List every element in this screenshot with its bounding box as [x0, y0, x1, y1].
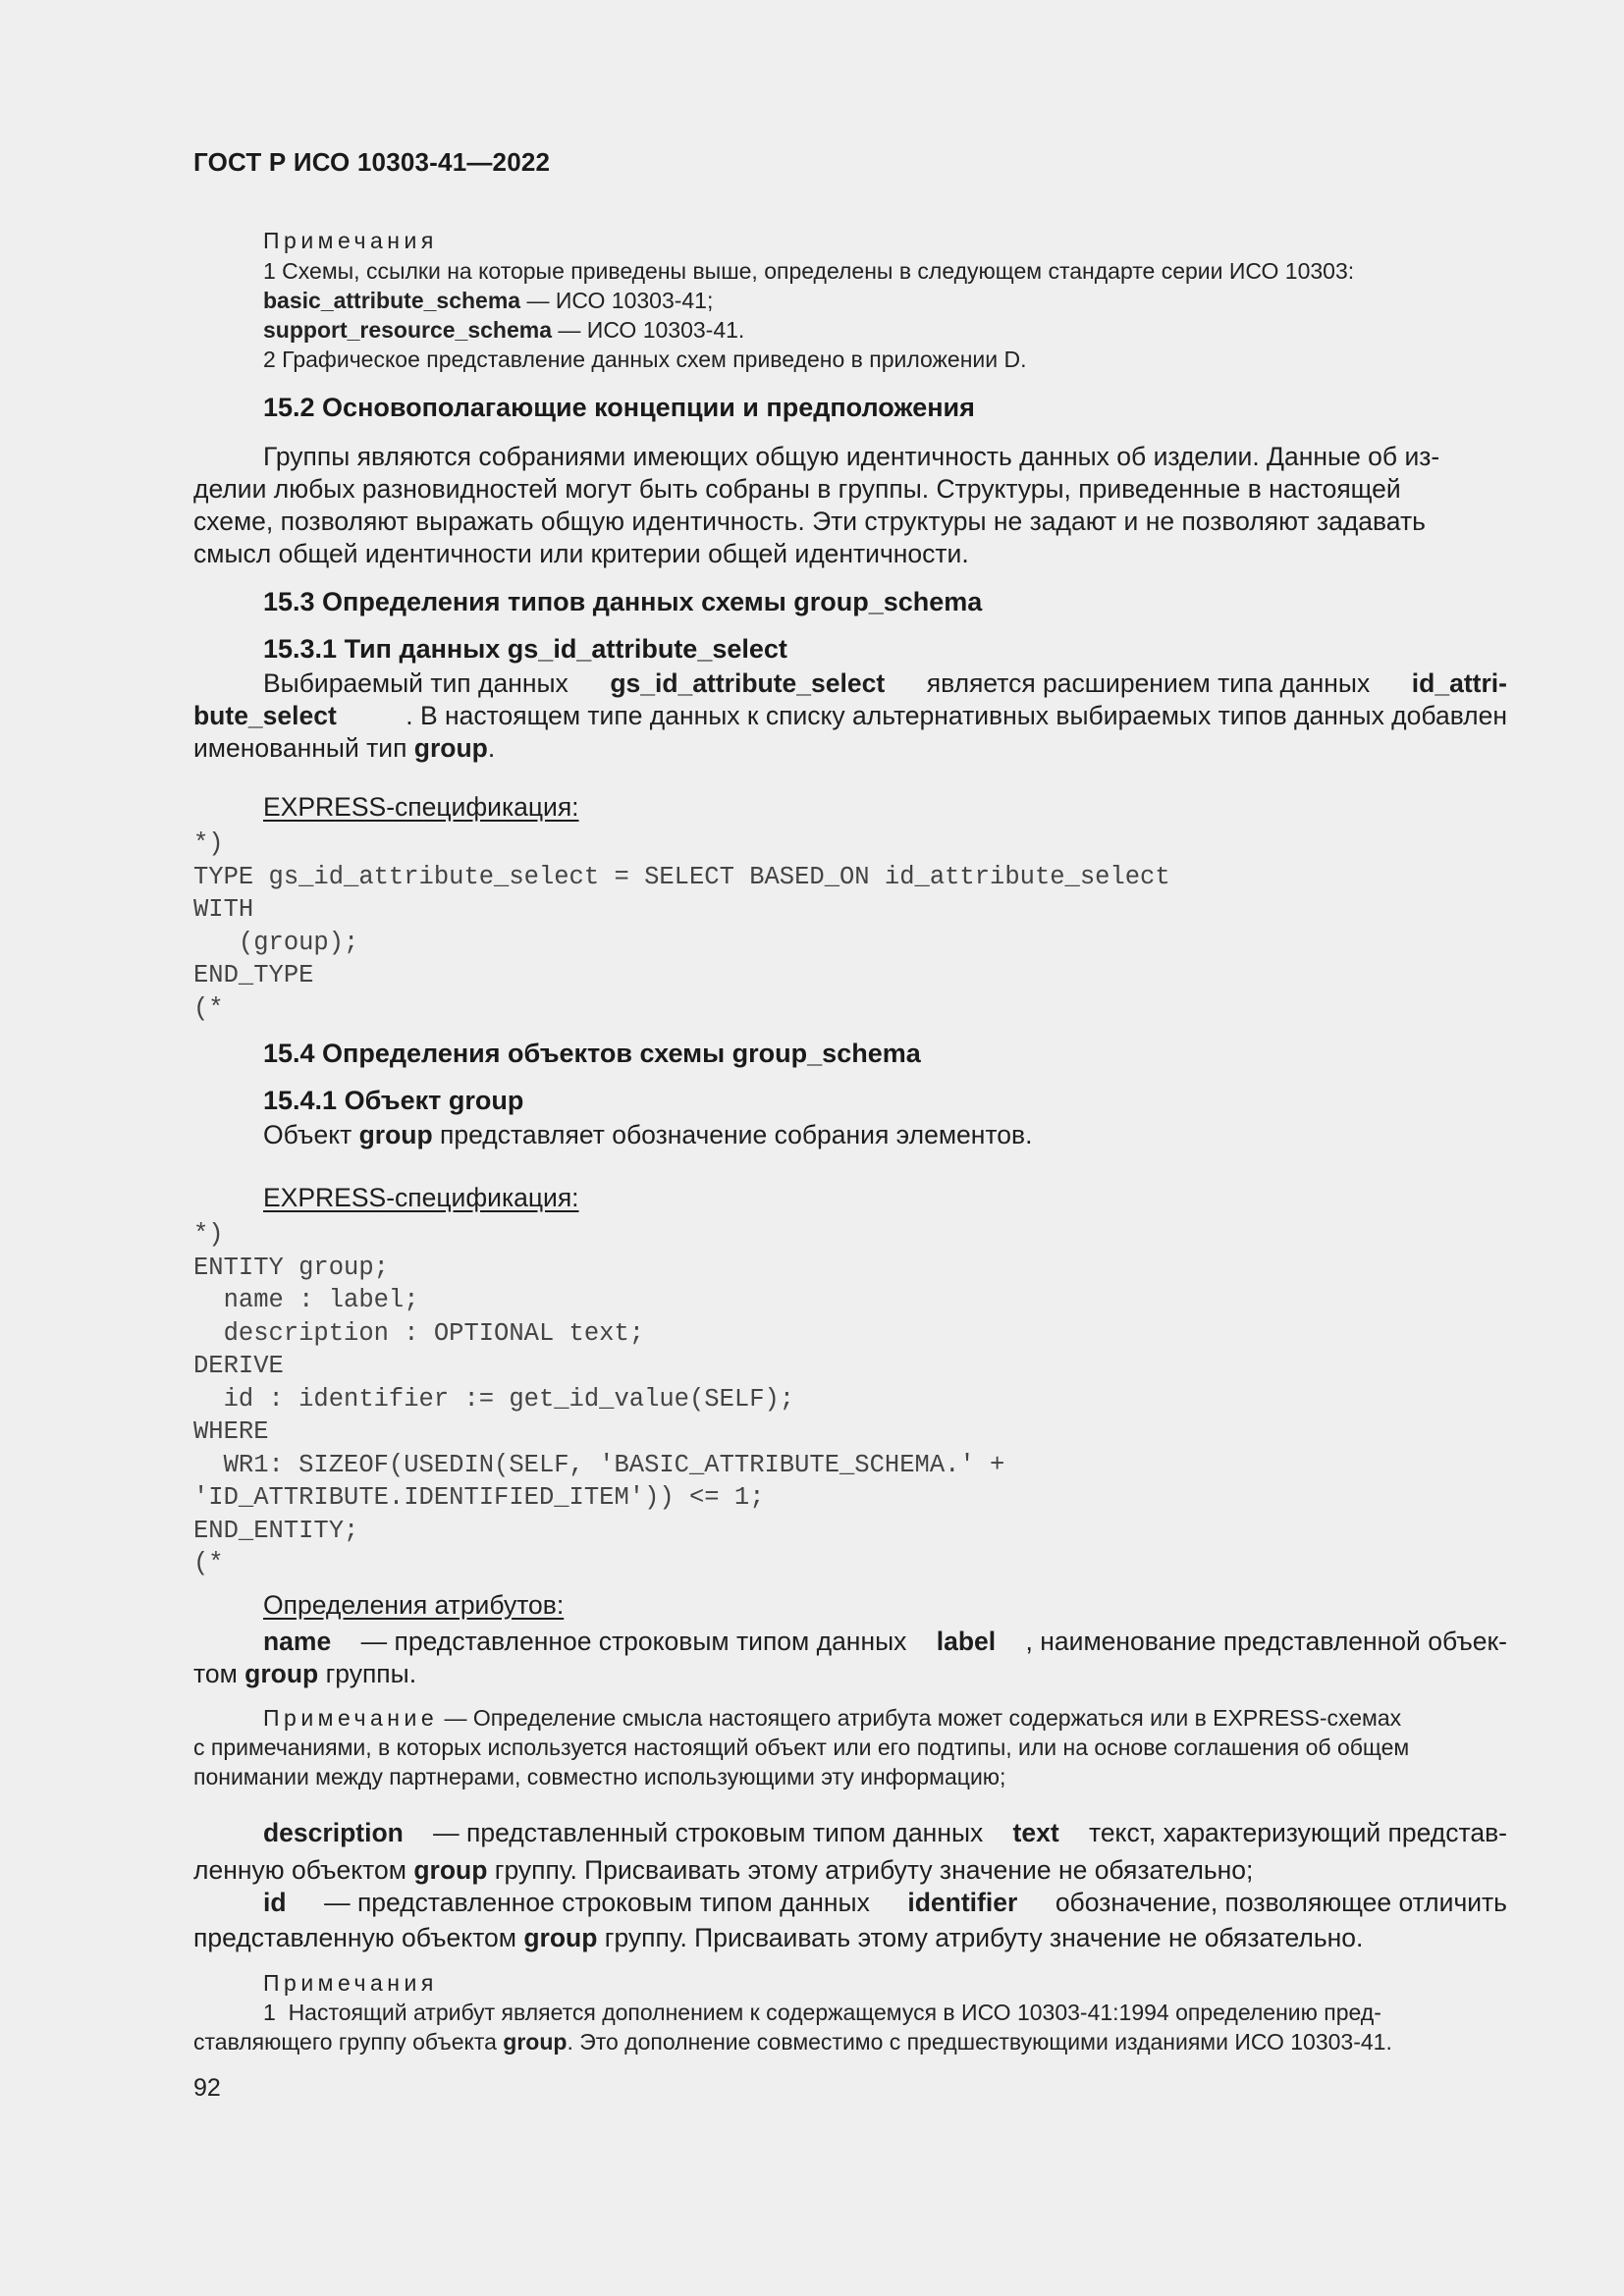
line-text: группу. Присваивать этому атрибуту значение не обязательно;	[487, 1855, 1254, 1885]
paragraph-line	[193, 667, 1507, 700]
line-text: обозначение, позволяющее отличить	[1055, 1888, 1507, 1917]
type-name: text	[1012, 1818, 1059, 1847]
note-line	[193, 1762, 1507, 1791]
note-line-text	[263, 1703, 1401, 1733]
type-name: identifier	[907, 1888, 1018, 1917]
type-name: label	[936, 1627, 997, 1656]
type-name: id_attri-	[1411, 668, 1507, 698]
paragraph-line	[193, 1885, 1507, 1920]
note-ref-2	[263, 315, 1354, 345]
entity-name: group	[413, 1855, 488, 1885]
paragraph-line	[193, 506, 1507, 538]
line-text: Объект	[263, 1120, 359, 1149]
notes-block	[263, 256, 1354, 374]
line-text: именованный тип	[193, 733, 414, 763]
note-line	[193, 1703, 1507, 1733]
line-text: представленную объектом	[193, 1923, 524, 1952]
paragraph-line	[193, 1626, 1507, 1658]
note-text: с примечаниями, в которых используется настоящий объект или его подтипы, или на основе соглашения об общем	[193, 1735, 1410, 1760]
attr-name-definition	[193, 1626, 1507, 1690]
line-text: — представленный строковым типом данных	[433, 1818, 984, 1847]
paragraph-line	[193, 473, 1507, 506]
paragraph-line	[193, 538, 1507, 570]
line-text: .	[487, 733, 496, 763]
page-number: 92	[193, 2074, 221, 2102]
note-ref-1	[263, 286, 1354, 315]
express-spec-label: EXPRESS-спецификация:	[263, 1183, 579, 1212]
notes-heading: Примечания	[263, 1970, 438, 1996]
line-text: делии любых разновидностей могут быть собраны в группы. Структуры, приведенные в настоящей	[193, 474, 1401, 504]
section-15-3-1-heading: 15.3.1 Тип данных gs_id_attribute_select	[263, 634, 787, 664]
type-name: gs_id_attribute_select	[610, 668, 886, 698]
line-text: Выбираемый тип данных	[263, 668, 568, 698]
line-text: текст, характеризующий представ-	[1088, 1818, 1507, 1847]
line-text: . В настоящем типе данных к списку альтернативных выбираемых типов данных добавлен	[406, 701, 1507, 730]
line-text: смысл общей идентичности или критерии общей идентичности.	[193, 539, 969, 568]
section-15-3-1-paragraph	[193, 667, 1507, 765]
note-heading: Примечание	[263, 1705, 439, 1731]
entity-name: group	[503, 2029, 568, 2055]
line-text: является расширением типа данных	[926, 668, 1371, 698]
note-ref-tail: — ИСО 10303-41;	[520, 288, 714, 313]
paragraph-line	[193, 1851, 1507, 1889]
document-header: ГОСТ Р ИСО 10303-41—2022	[193, 147, 551, 177]
line-text: том	[193, 1659, 245, 1688]
line-text: группу. Присваивать этому атрибуту значение не обязательно.	[597, 1923, 1364, 1952]
line-text: — представленное строковым типом данных	[324, 1888, 870, 1917]
line-text: схеме, позволяют выражать общую идентичность. Эти структуры не задают и не позволяют задавать	[193, 507, 1426, 536]
note-text: . Это дополнение совместимо с предшествующими изданиями ИСО 10303-41.	[567, 2029, 1392, 2055]
note-ref-tail: — ИСО 10303-41.	[552, 317, 745, 343]
paragraph-line	[193, 1920, 1507, 1955]
section-15-4-1-heading: 15.4.1 Объект group	[263, 1086, 524, 1115]
type-name: bute_select	[193, 701, 337, 730]
note-text: 1 Настоящий атрибут является дополнением к содержащемуся в ИСО 10303-41:1994 определению пред-	[263, 2000, 1381, 2025]
paragraph-line	[193, 732, 1507, 765]
line-text: , наименование представленной объек-	[1025, 1627, 1507, 1656]
entity-name: group	[244, 1659, 319, 1688]
note-line	[193, 1998, 1507, 2027]
entity-name: group	[523, 1923, 598, 1952]
note-text: понимании между партнерами, совместно использующими эту информацию;	[193, 1764, 1006, 1789]
note-item-2: 2 Графическое представление данных схем приведено в приложении D.	[263, 347, 1027, 372]
schema-name: basic_attribute_schema	[263, 288, 521, 313]
section-15-4-1-paragraph	[263, 1119, 1032, 1151]
section-15-2-heading: 15.2 Основополагающие концепции и предположения	[263, 393, 975, 422]
paragraph-line	[193, 700, 1507, 732]
attribute-definitions-label: Определения атрибутов:	[263, 1590, 565, 1620]
schema-name: support_resource_schema	[263, 317, 553, 343]
note-text: ставляющего группу объекта	[193, 2029, 504, 2055]
line-text: Группы являются собраниями имеющих общую идентичность данных об изделии. Данные об из-	[263, 442, 1440, 471]
note-line	[193, 2027, 1507, 2056]
paragraph-line	[193, 1658, 1507, 1690]
line-text: группы.	[318, 1659, 417, 1688]
note-line	[193, 1733, 1507, 1762]
type-name: group	[413, 733, 488, 763]
express-code-type: *) TYPE gs_id_attribute_select = SELECT BASED_ON id_attribute_select WITH (group); END_TYPE (*	[193, 829, 1170, 1023]
paragraph-line	[193, 1814, 1507, 1851]
note-item-1: 1 Схемы, ссылки на которые приведены выше, определены в следующем стандарте серии ИСО 10303:	[263, 258, 1355, 284]
attribute-name: description	[263, 1818, 404, 1847]
section-15-3-heading: 15.3 Определения типов данных схемы group_schema	[263, 587, 983, 616]
notes-heading: Примечания	[263, 228, 438, 253]
attribute-name: name	[263, 1627, 332, 1656]
entity-name: group	[358, 1120, 433, 1149]
note-text: — Определение смысла настоящего атрибута может содержаться или в EXPRESS-схемах	[438, 1705, 1402, 1731]
line-text: ленную объектом	[193, 1855, 414, 1885]
attr-id-definition	[193, 1885, 1507, 1955]
attr-name-note	[193, 1703, 1507, 1791]
section-15-4-heading: 15.4 Определения объектов схемы group_schema	[263, 1039, 921, 1068]
attr-description-definition	[193, 1814, 1507, 1889]
express-code-entity: *) ENTITY group; name : label; description : OPTIONAL text; DERIVE id : identifier := get_id_value(SELF); WHERE WR1: SIZEOF(USEDIN(SELF, 'BASIC_ATTRIBUTE_SCHEMA.' + 'ID_ATTRIBUTE.IDENTIFIED_ITEM')) <= 1; END_ENTITY; (*	[193, 1220, 1005, 1577]
attribute-name: id	[263, 1888, 287, 1917]
line-text: — представленное строковым типом данных	[360, 1627, 907, 1656]
line-text: представляет обозначение собрания элементов.	[432, 1120, 1033, 1149]
section-15-2-paragraph	[193, 441, 1507, 570]
notes-block	[193, 1998, 1507, 2056]
express-spec-label: EXPRESS-спецификация:	[263, 792, 579, 822]
paragraph-line	[193, 441, 1507, 473]
